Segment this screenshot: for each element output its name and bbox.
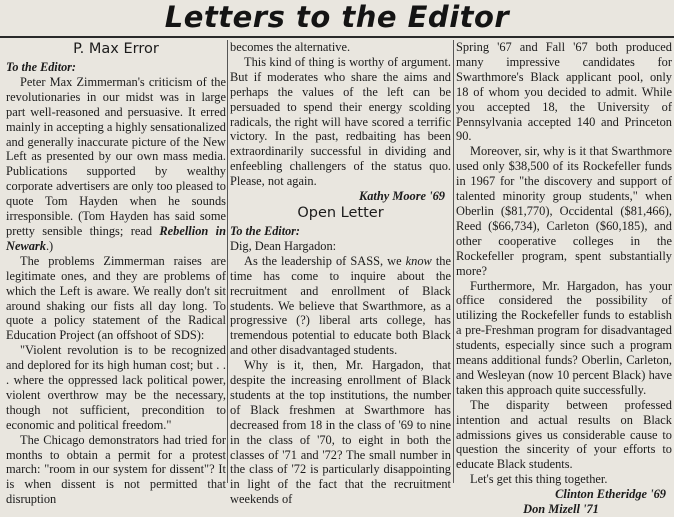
letter1-quote: "Violent revolution is to be recognized and deplored for its high human cost; but . . . where the oppressed lack political power, violent overthrow may be the necessary, though not sufficient, precondition to economic and political freedom." [6, 343, 226, 432]
letter2-signature-1: Clinton Etheridge '69 [555, 487, 666, 502]
column-2 [230, 40, 451, 507]
letter1-signature: Kathy Moore '69 [358, 189, 445, 204]
letter2-p1a: As the leadership of SASS, we [244, 253, 402, 268]
column-divider [227, 40, 228, 483]
letter2-paragraph: Furthermore, Mr. Hargadon, has your office considered the possibility of utilizing the Rockefeller funds to establish a pre-Freshman program for disadvantaged students, especially since such a program means additional funds? Oberlin, Carleton, and Wesleyan (now 10 percent Black) have taken this approach quite successfully. [456, 278, 672, 397]
letter1-book-title: Rebellion in Newark [6, 223, 226, 253]
letter1-paragraph: The Chicago demonstrators had tried for months to obtain a permit for a protest march: "room in our system for dissent"? It is when dissent is not permitted that disruption [6, 432, 226, 507]
letter1-p1-end: .) [45, 238, 54, 253]
letter2-paragraph: Let's get this thing together. [470, 472, 608, 487]
column-3 [456, 40, 672, 517]
column-1 [6, 40, 226, 507]
letter2-paragraph [230, 254, 451, 358]
letter2-headline: Open Letter [297, 204, 384, 221]
letter1-p1: Peter Max Zimmerman's criticism of the revolutionaries in our midst was in large part well-reasoned and persuasive. It erred mainly in accepting a highly sensationalized and generally inaccurate picture of the New Left as presented by our own mass media. Publications supported by wealthy corporate advertisers are only too pleased to quote Tom Hayden when he sounds irresponsible. (Tom Hayden has said some pretty sensible things; read [6, 74, 226, 238]
masthead-rule [0, 36, 674, 38]
letter1-headline: P. Max Error [73, 41, 159, 57]
letter2-paragraph: The disparity between professed intention and actual results on Black admissions gives us considerable cause to question the sincerity of your efforts to educate Black students. [456, 397, 672, 472]
letter1-paragraph: This kind of thing is worthy of argument. But if moderates who share the aims and perhaps the values of the left can be persuaded to spend their energy scolding radicals, the right will have scored a terrific victory. In the past, redbaiting has been extraordinarily successful in dividing and enfeebling challengers of the status quo. Please, not again. [230, 54, 451, 189]
letter2-address: Dig, Dean Hargadon: [230, 238, 337, 253]
masthead [0, 0, 674, 36]
letter2-paragraph: Moreover, sir, why is it that Swarthmore used only $38,500 of its Rockefeller funds in 1967 for "the discovery and support of talented minority group students," when Oberlin ($81,770), Occidental ($81,466), Reed ($66,734), Carleton ($60,185), and other cooperative colleges in the Rockefeller program, spent substantially more? [456, 144, 672, 278]
letter2-salutation: To the Editor: [230, 223, 300, 238]
letter2-paragraph: Why is it, then, Mr. Hargadon, that despite the increasing enrollment of Black students at the top institutions, the number of Black freshmen at Swarthmore has decreased from 18 in the class of '69 to nine in the class of '70, to eight in both the classes of '71 and '72? The small number in the class of '72 is particularly disappointing in light of the fact that the recruitment weekends of [230, 358, 451, 507]
letter1-salutation: To the Editor: [6, 60, 76, 74]
letter1-paragraph: The problems Zimmerman raises are legitimate ones, and they are problems of which the Left is aware. We really don't sit around shaking our fists all day long. To quote a policy statement of the Radical Education Project (an offshoot of SDS): [6, 253, 226, 343]
letter2-signature-2: Don Mizell '71 [523, 502, 599, 517]
letter1-paragraph: becomes the alternative. [230, 40, 351, 54]
letter2-p1b: the time has come to inquire about the recruitment and enrollment of Black students. We believe that Swarthmore, as a progressive (?) liberal arts college, has tremendous potential to educate both Black and other disadvantaged students. [230, 253, 451, 358]
letter2-emphasis: know [405, 253, 432, 268]
letter2-paragraph: Spring '67 and Fall '67 both produced many impressive candidates for Swarthmore's Black applicant pool, only 18 of whom you decided to admit. While you accepted 18, the University of Pennsylvania accepted 140 and Princeton 90. [456, 40, 672, 144]
masthead-title: Letters to the Editor [164, 0, 510, 34]
column-divider [453, 40, 454, 483]
letter1-paragraph [6, 75, 226, 254]
